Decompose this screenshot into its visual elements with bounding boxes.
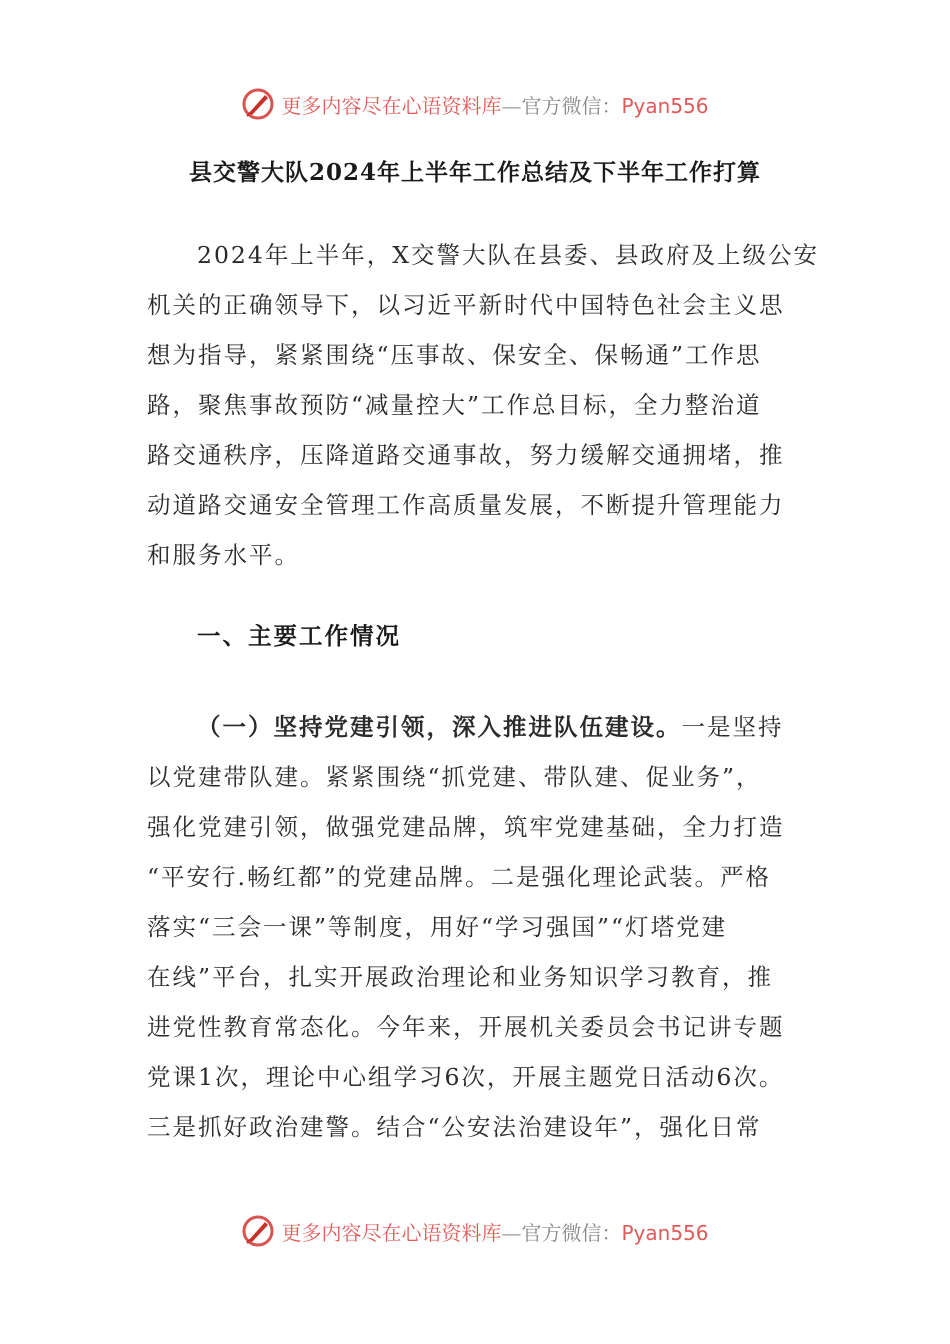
intro-line: 想为指导，紧紧围绕“压事故、保安全、保畅通”工作思	[147, 341, 762, 369]
intro-line: 路交通秩序，压降道路交通事故，努力缓解交通拥堵，推	[147, 441, 785, 469]
quill-pen-circle-icon	[241, 1214, 275, 1248]
intro-line: 动道路交通安全管理工作高质量发展，不断提升管理能力	[147, 491, 785, 519]
subsection-paragraph	[147, 702, 807, 1152]
watermark-text: 更多内容尽在心语资料库—官方微信：Pyan556	[281, 93, 709, 118]
subsection-line: 进党性教育常态化。今年来，开展机关委员会书记讲专题	[147, 1013, 785, 1041]
subsection-line: 党课1次，理论中心组学习6次，开展主题党日活动6次。	[147, 1063, 785, 1091]
intro-line: 2024年上半年，X交警大队在县委、县政府及上级公安	[197, 241, 820, 269]
section-heading: 一、主要工作情况	[197, 622, 401, 650]
subsection-line: 在线”平台，扎实开展政治理论和业务知识学习教育，推	[147, 963, 774, 991]
subsection-line: 落实“三会一课”等制度，用好“学习强国”“灯塔党建	[147, 913, 728, 941]
intro-line: 路，聚焦事故预防“减量控大”工作总目标，全力整治道	[147, 391, 762, 419]
subsection-first-line	[147, 702, 807, 752]
intro-line: 和服务水平。	[147, 541, 300, 569]
quill-pen-circle-icon	[241, 87, 275, 121]
document-title: 县交警大队2024年上半年工作总结及下半年工作打算	[188, 159, 761, 186]
subsection-heading: （一）坚持党建引领，深入推进队伍建设。	[197, 713, 682, 741]
subsection-line: 三是抓好政治建警。结合“公安法治建设年”，强化日常	[147, 1113, 762, 1141]
intro-line: 机关的正确领导下，以习近平新时代中国特色社会主义思	[147, 291, 785, 319]
subsection-line: 以党建带队建。紧紧围绕“抓党建、带队建、促业务”，	[147, 763, 762, 791]
header-watermark	[0, 84, 950, 124]
subsection-line: 强化党建引领，做强党建品牌，筑牢党建基础，全力打造	[147, 813, 785, 841]
subsection-first-rest: 一是坚持	[681, 713, 784, 741]
intro-paragraph	[147, 230, 820, 580]
footer-watermark	[0, 1211, 950, 1251]
watermark-text: 更多内容尽在心语资料库—官方微信：Pyan556	[281, 1220, 709, 1245]
subsection-line: “平安行.畅红都”的党建品牌。二是强化理论武装。严格	[147, 863, 771, 891]
